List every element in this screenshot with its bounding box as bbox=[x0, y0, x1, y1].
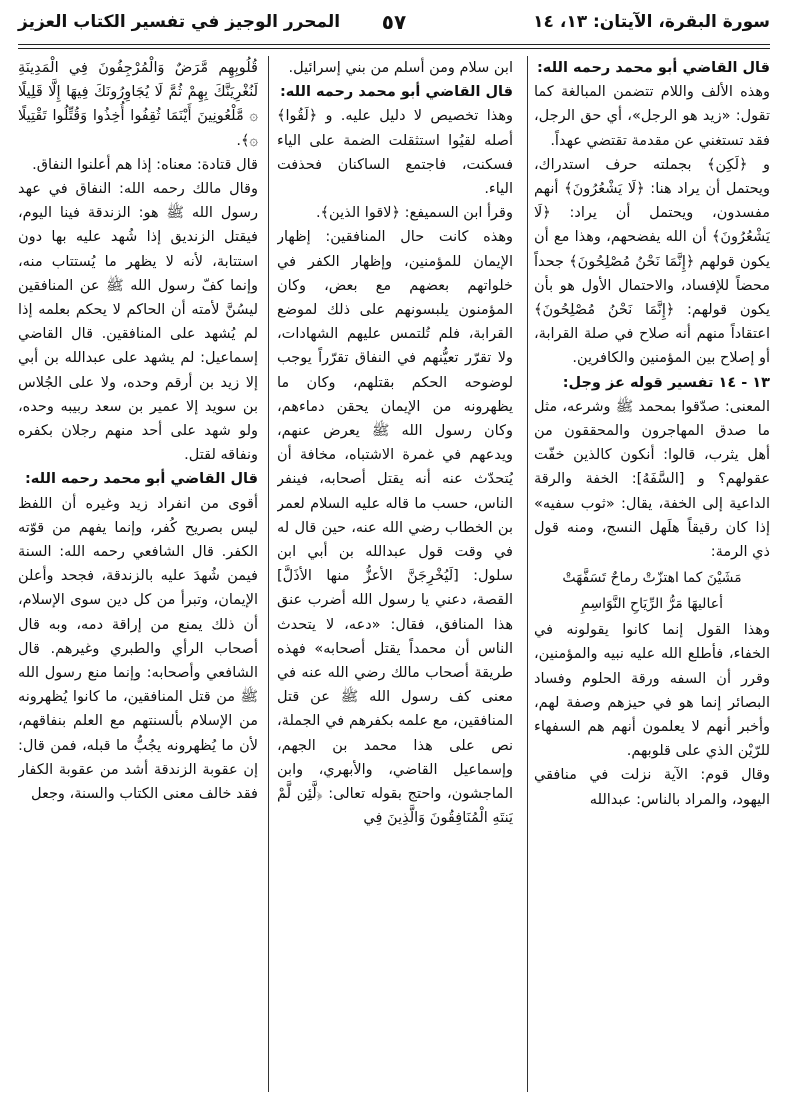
section-heading: قال القاضي أبو محمد رحمه الله: bbox=[279, 84, 513, 101]
column-divider bbox=[268, 56, 269, 1092]
paragraph: وقرأ ابن السميفع: ﴿لاقوا الذين﴾. bbox=[315, 205, 513, 222]
paragraph: وقال مالك رحمه الله: النفاق في عهد رسول الله ﷺ هو: الزندقة فينا اليوم، فيقتل الزنديق إذا شُهد عليه بها دون استتابة، لأنه لا يظهر ما يُستتاب منه، وإنما كفّ رسول الله ﷺ عن المنافقين ليسُنَّ لأمته أن الحاكم لا يحكم بعلمه إذا لم يُشهد على المنافقين. قال القاضي إسماعيل: لم يشهد على عبدالله بن أبي إلا زيد بن أرقم وحده، ولا على الجُلاس بن سويد إلا عمير بن سعد ربيبه وحده، ولو شهد على أحد منهم رجلان بكفره ونفاقه لقتل. bbox=[18, 181, 258, 464]
book-title: المحرر الوجيز في تفسير الكتاب العزيز bbox=[18, 12, 341, 32]
column-divider bbox=[527, 56, 528, 1092]
poem-verse: أعاليهَا مَرُّ الرِّيَاحِ النَّوَاسِمِ bbox=[581, 596, 723, 613]
column-right bbox=[534, 56, 770, 1092]
paragraph: وهذا القول إنما كانوا يقولونه في الخفاء، فأطلع الله عليه نبيه والمؤمنين، وقرر أن السفه ورقة الحلوم وفساد البصائر إنما هو في حيزهم وصفة لهم، وأخبر أنهم لا يعلمون أنهم هم السفهاء للرّيْن الذي على قلوبهم. bbox=[534, 622, 770, 760]
poem-verse: مَشَيْنَ كما اهتزّتْ رماحٌ تَسَفَّهَتْ bbox=[562, 570, 742, 587]
header-rule bbox=[18, 44, 770, 49]
paragraph: وهذا تخصيص لا دليل عليه. و ﴿لَقُوا﴾ أصله لقيُوا استثقلت الضمة على الياء فسكنت، فاجتمع الساكنان فحذفت الياء. bbox=[277, 108, 513, 198]
paragraph: وهذه كانت حال المنافقين: إظهار الإيمان للمؤمنين، وإظهار الكفر في خلواتهم بعضهم مع بعض، وكان المؤمنون يلبسونهم على ذلك لموضع القرابة، فلم تُلتمس عليهم الشهادات، ولا تقرّر تعيُّنهم في النفاق تقرّراً يوجب لوضوحه الحكم بقتلهم، وكان ما يظهرونه من الإيمان يحقن دماءهم، وكان رسول الله ﷺ يعرض عنهم، ويدعهم في غمرة الاشتباه، مخافة أن يُتحدّث عنه أنه يقتل أصحابه، فينفر الناس، حسب ما قاله عليه السلام لعمر بن الخطاب رضي الله عنه، حين قال له في وقت قول عبدالله بن أبي ابن سلول: [لَيُخْرِجَنَّ الأعزُّ منها الأذَلَّ] القصة، دعني يا رسول الله أضرب عنق هذا المنافق، فقال: «دعه، لا يتحدث الناس أن محمداً يقتل أصحابه» فهذه طريقة أصحاب مالك رضي الله عنه في معنى كف رسول الله ﷺ عن قتل المنافقين، مع علمه بكفرهم في الجملة، نص على هذا محمد بن الجهم، وإسماعيل القاضي، والأبهري، وابن الماجشون، واحتج بقوله تعالى: ﴿لَّئِن لَّمْ يَنتَهِ الْمُنَافِقُونَ وَالَّذِينَ فِي bbox=[277, 229, 513, 827]
paragraph: أقوى من انفراد زيد وغيره أن اللفظ ليس بصريح كُفر، وإنما يفهم من قوّته الكفر. قال الشافعي رحمه الله: السنة فيمن شُهدَ عليه بالزندقة، فجحد وأعلن الإيمان، وتبرأ من كل دين سوى الإسلام، أن ذلك يمنع من إراقة دمه، وبه قال أصحاب الرأي والطبري وغيرهم. قال الشافعي وأصحابه: وإنما منع رسول الله ﷺ من قتل المنافقين، ما كانوا يُظهرونه من الإسلام بألسنتهم مع العلم بنفاقهم، لأن ما يُظهرونه يجُبُّ ما قبله، فمن قال: إن عقوبة الزندقة أشد من عقوبة الكفار فقد خالف معنى الكتاب والسنة، وجعل bbox=[18, 495, 258, 803]
section-heading: ١٣ - ١٤ تفسير قوله عز وجل: bbox=[562, 374, 770, 391]
column-middle bbox=[277, 56, 513, 1092]
paragraph: قُلُوبِهِم مَّرَضٌ وَالْمُرْجِفُونَ فِي الْمَدِينَةِ لَنُغْرِيَنَّكَ بِهِمْ ثُمَّ لَا يُجَاوِرُونَكَ فِيهَا إِلَّا قَلِيلًا ۞ مَّلْعُونِينَ أَيْنَمَا ثُقِفُوا أُخِذُوا وَقُتِّلُوا تَقْتِيلًا ۞﴾. bbox=[18, 60, 258, 149]
page-number: ٥٧ bbox=[381, 10, 407, 34]
paragraph: قال قتادة: معناه: إذا هم أعلنوا النفاق. bbox=[32, 156, 258, 173]
paragraph: المعنى: صدّقوا بمحمد ﷺ وشرعه، مثل ما صدق المهاجرون والمحققون من أهل يثرب، قالوا: أنكون كالذين خفّت عقولهم؟ و [السَّفَهُ]: الخفة والرقة الداعية إلى الخفة، يقال: «ثوب سفيه» إذا كان رقيقاً هلَهل النسج، ومنه قول ذي الرمة: bbox=[534, 398, 770, 561]
section-heading: قال القاضي أبو محمد رحمه الله: bbox=[24, 471, 258, 488]
paragraph: وهذه الألف واللام تتضمن المبالغة كما تقول: «زيد هو الرجل»، أي حق الرجل، فقد تستغني عن مقدمة تقتضي عهداً. bbox=[534, 84, 770, 149]
paragraph: ابن سلام ومن أسلم من بني إسرائيل. bbox=[288, 60, 513, 76]
section-heading: قال القاضي أبو محمد رحمه الله: bbox=[536, 60, 770, 76]
page-header bbox=[18, 8, 770, 42]
paragraph: و ﴿لَكِن﴾ بجملته حرف استدراك، ويحتمل أن يراد هنا: ﴿لَا يَشْعُرُونَ﴾ أنهم مفسدون، ويحتمل أن يراد: ﴿لَا يَشْعُرُونَ﴾ أن الله يفضحهم، وهذا مع أن يكون قولهم ﴿إِنَّمَا نَحْنُ مُصْلِحُونَ﴾ جحداً محضاً للإفساد، والاحتمال الأول هو بأن يكون قولهم: ﴿إِنَّمَا نَحْنُ مُصْلِحُونَ﴾ اعتقاداً منهم أنه صلاح في صلة القرابة، أو إصلاح بين المؤمنين والكافرين. bbox=[534, 156, 770, 367]
column-left bbox=[18, 56, 258, 1092]
surah-info: سورة البقرة، الآيتان: ١٣، ١٤ bbox=[533, 12, 770, 32]
paragraph: وقال قوم: الآية نزلت في منافقي اليهود، والمراد بالناس: عبدالله bbox=[534, 767, 770, 808]
